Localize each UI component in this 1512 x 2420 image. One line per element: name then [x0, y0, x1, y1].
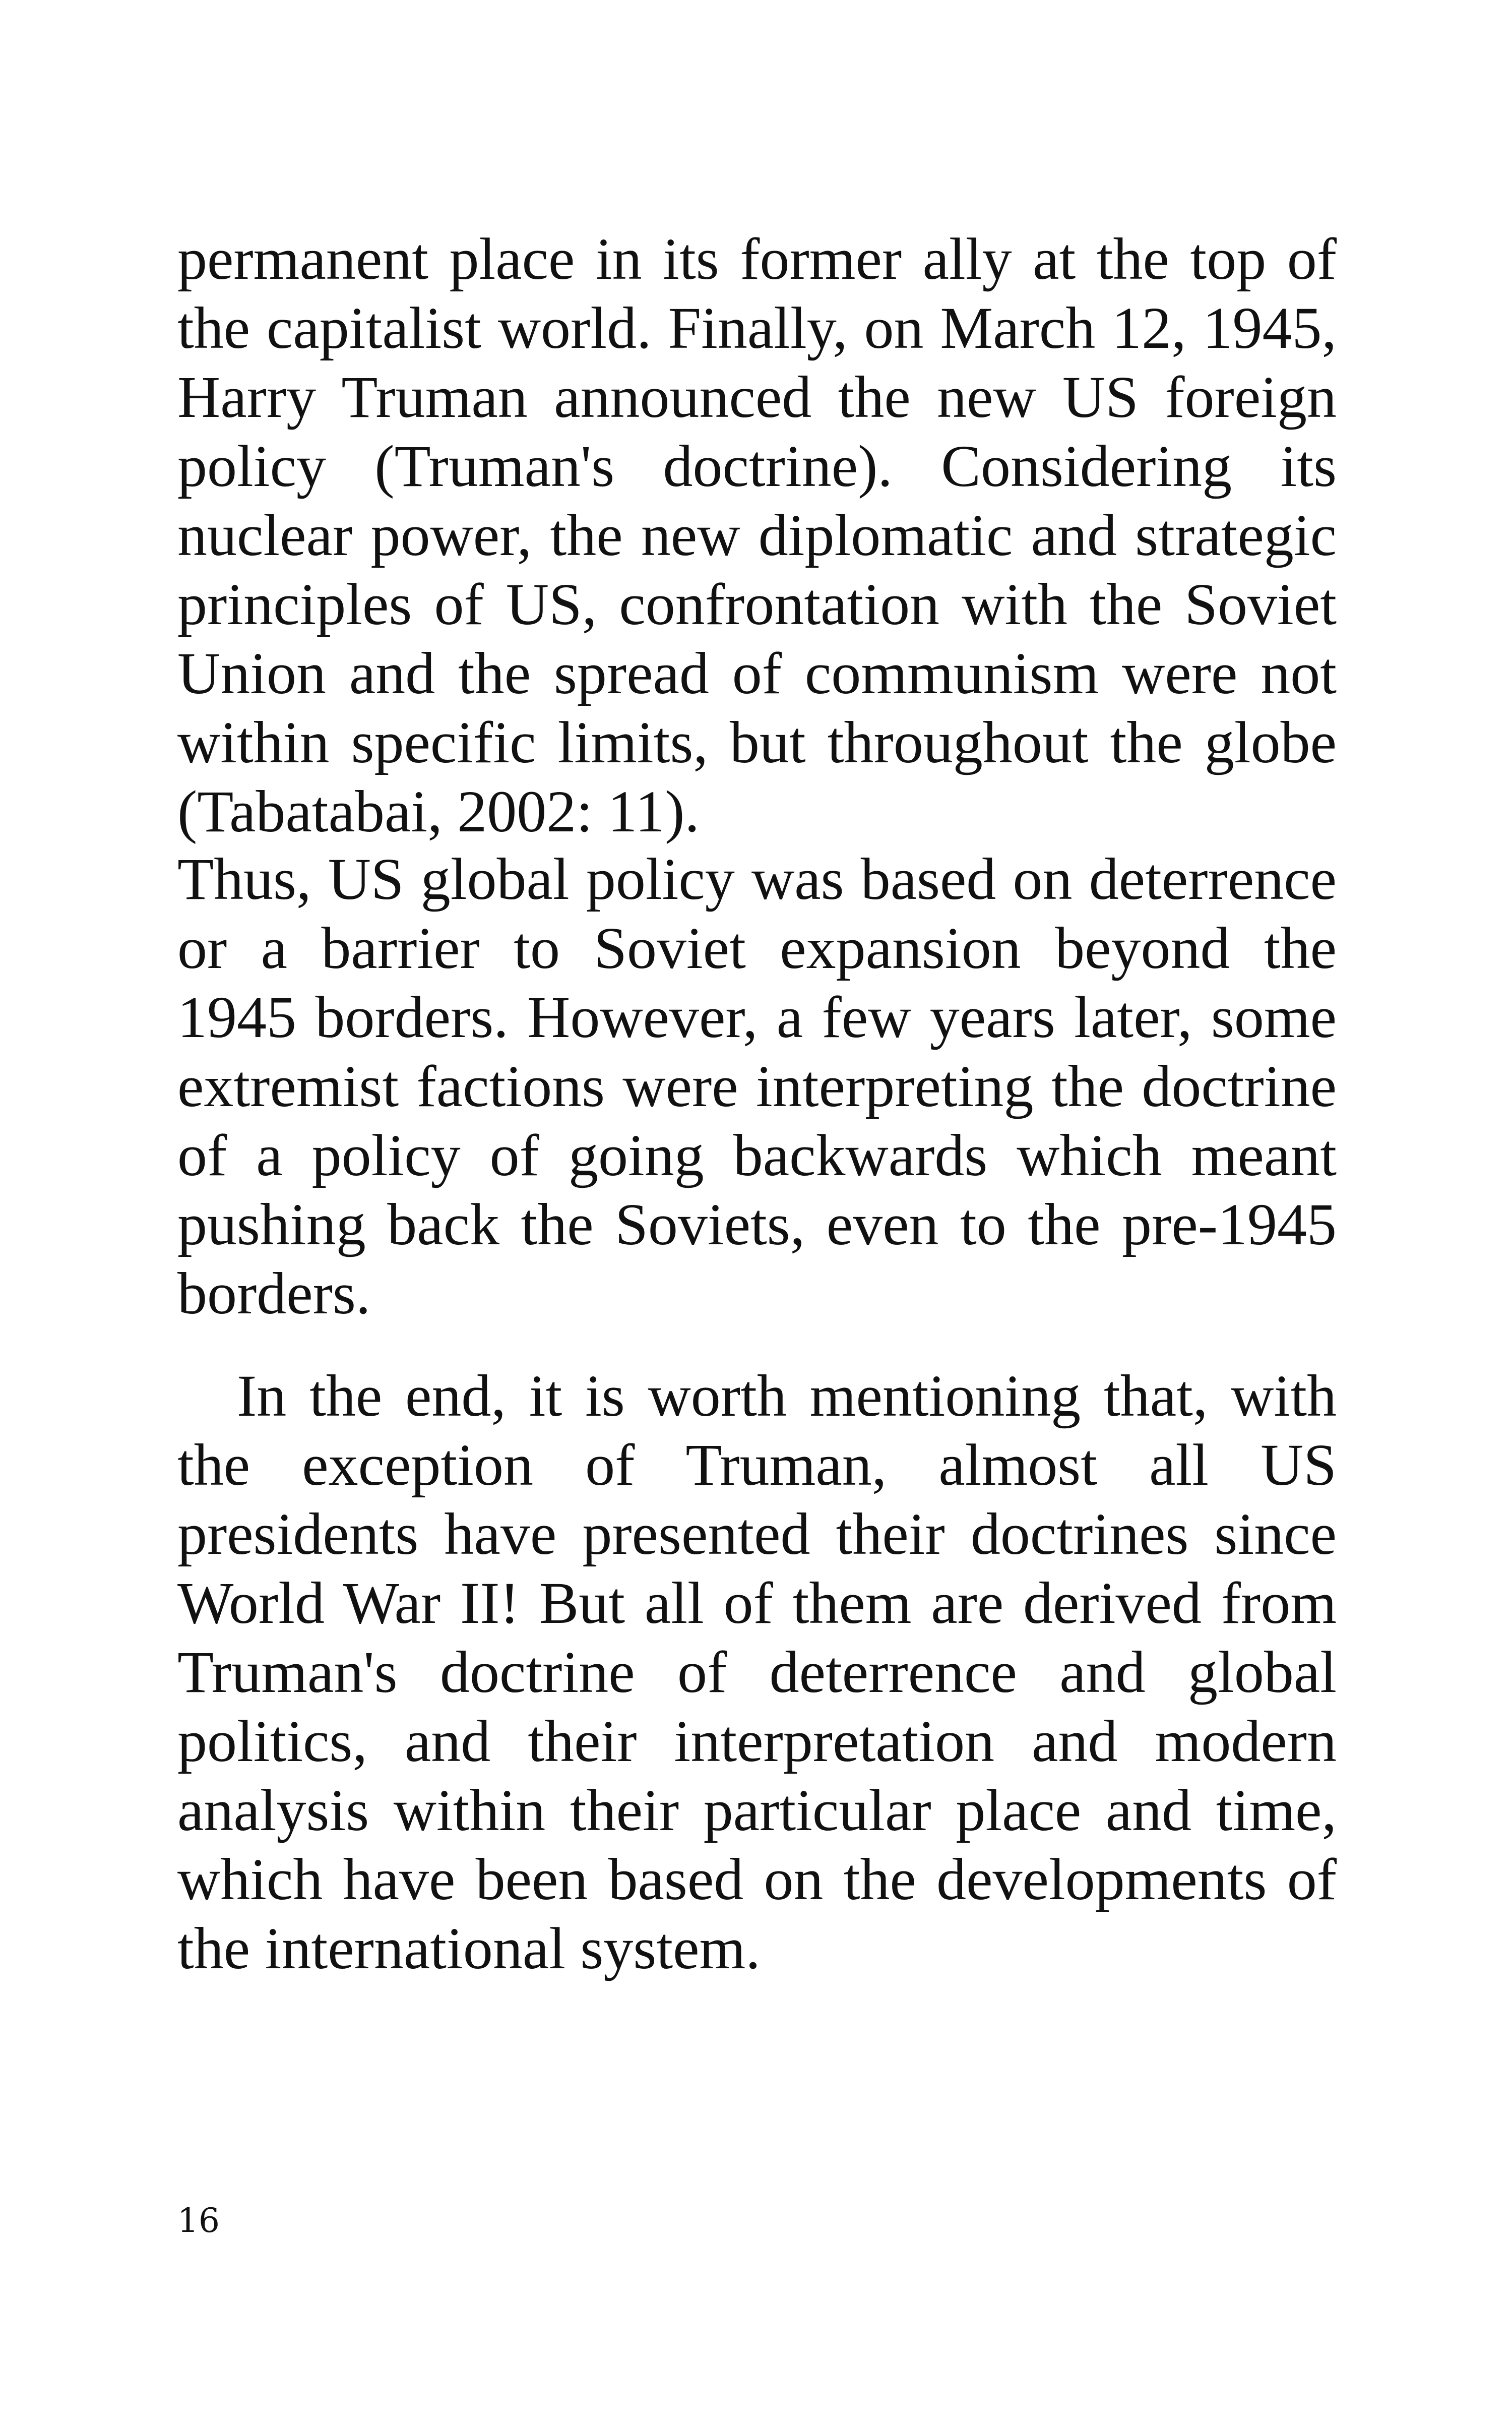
page-number: 16: [177, 2201, 220, 2240]
paragraph-conclusion: In the end, it is worth mentioning that, with the exception of Truman, almost all US presidents have presented their doctrines since World War II! But all of them are derived from Truman's doctrine of deterrence and global politics, and their interpretation and modern analysis within their particular place and time, which have been based on the developments of the international system.: [177, 1363, 1337, 1981]
paragraph-global-policy: Thus, US global policy was based on deterrence or a barrier to Soviet expansion beyond the 1945 borders. However, a few years later, some extremist factions were interpreting the doctrine of a policy of going backwards which meant pushing back the Soviets, even to the pre-1945 borders.: [177, 846, 1337, 1326]
paragraph-truman-doctrine: permanent place in its former ally at the top of the capitalist world. Finally, on March 12, 1945, Harry Truman announced the new US foreign policy (Truman's doctrine). Considering its nuclear power, the new diplomatic and strategic principles of US, confrontation with the Soviet Union and the spread of communism were not within specific limits, but throughout the globe (Tabatabai, 2002: 11).: [177, 226, 1337, 844]
